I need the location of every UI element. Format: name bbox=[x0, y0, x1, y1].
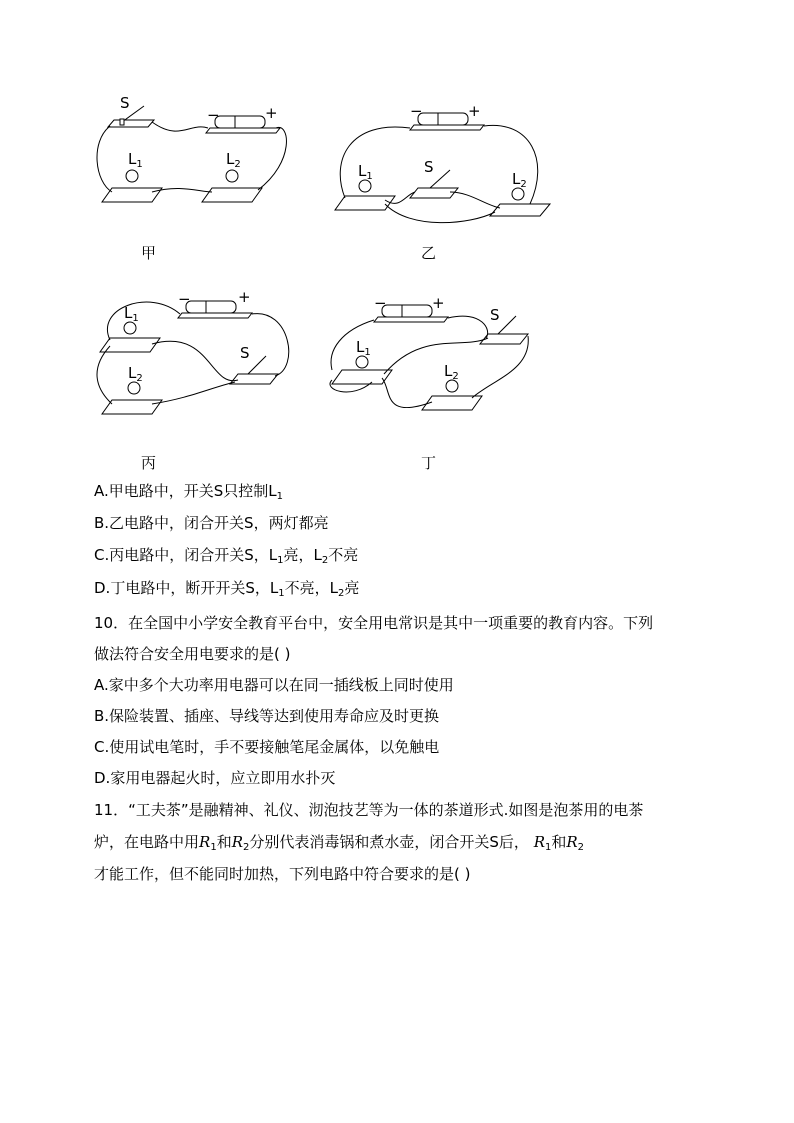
lamp2-label: $L_2$ bbox=[512, 170, 527, 190]
lamp1-label: $L_1$ bbox=[356, 338, 371, 358]
battery-plus-label: + bbox=[265, 104, 278, 122]
figure-caption-ding: 丁 bbox=[421, 454, 437, 472]
switch-label: S bbox=[424, 158, 434, 176]
battery-minus-label: − bbox=[207, 106, 220, 124]
figure-caption-jia: 甲 bbox=[141, 244, 157, 262]
q10-option-b: B.保险装置、插座、导线等达到使用寿命应及时更换 bbox=[94, 707, 440, 725]
q10-option-c: C.使用试电笔时，手不要接触笔尾金属体，以免触电 bbox=[94, 738, 440, 756]
q9-option-d: D.丁电路中，断开开关S，$L_1$不亮，$L_2$亮 bbox=[94, 579, 360, 599]
q9-option-a: A.甲电路中，开关S只控制$L_1$ bbox=[94, 482, 284, 502]
lamp1-label: $L_1$ bbox=[124, 304, 139, 324]
lamp2-label: $L_2$ bbox=[226, 150, 241, 170]
q10-option-a: A.家中多个大功率用电器可以在同一插线板上同时使用 bbox=[94, 676, 454, 694]
q9-option-b: B.乙电路中，闭合开关S，两灯都亮 bbox=[94, 514, 329, 532]
q11-stem-line1: 11．“工夫茶”是融精神、礼仪、沏泡技艺等为一体的茶道形式.如图是泡茶用的电茶 bbox=[94, 801, 644, 819]
battery-minus-label: − bbox=[410, 102, 423, 120]
circuit-diagram-bing bbox=[90, 288, 300, 428]
figure-caption-bing: 丙 bbox=[141, 454, 157, 472]
switch-label: S bbox=[490, 306, 500, 324]
battery-minus-label: − bbox=[374, 294, 387, 312]
battery-minus-label: − bbox=[178, 290, 191, 308]
circuit-figure-ding bbox=[322, 290, 542, 420]
switch-label: S bbox=[240, 344, 250, 362]
battery-plus-label: + bbox=[432, 294, 445, 312]
q9-option-c: C.丙电路中，闭合开关S，$L_1$亮，$L_2$不亮 bbox=[94, 546, 359, 566]
q11-stem-line2: 炉，在电路中用$R_1$和$R_2$分别代表消毒锅和煮水壶，闭合开关S后， $R_1$和$R_2$ bbox=[94, 833, 585, 853]
switch-label: S bbox=[120, 94, 130, 112]
lamp2-label: $L_2$ bbox=[128, 364, 143, 384]
lamp1-label: $L_1$ bbox=[358, 162, 373, 182]
circuit-figure-jia bbox=[90, 92, 310, 217]
lamp1-label: $L_1$ bbox=[128, 150, 143, 170]
q10-stem-line1: 10．在全国中小学安全教育平台中，安全用电常识是其中一项重要的教育内容。下列 bbox=[94, 614, 654, 632]
battery-plus-label: + bbox=[238, 288, 251, 306]
battery-plus-label: + bbox=[468, 102, 481, 120]
q10-stem-line2: 做法符合安全用电要求的是( ) bbox=[94, 645, 291, 663]
circuit-figure-yi bbox=[330, 100, 560, 230]
q10-option-d: D.家用电器起火时，应立即用水扑灭 bbox=[94, 769, 336, 787]
q11-stem-line3: 才能工作，但不能同时加热，下列电路中符合要求的是( ) bbox=[94, 865, 471, 883]
figure-caption-yi: 乙 bbox=[421, 244, 437, 262]
lamp2-label: $L_2$ bbox=[444, 362, 459, 382]
circuit-figure-bing bbox=[90, 288, 300, 428]
